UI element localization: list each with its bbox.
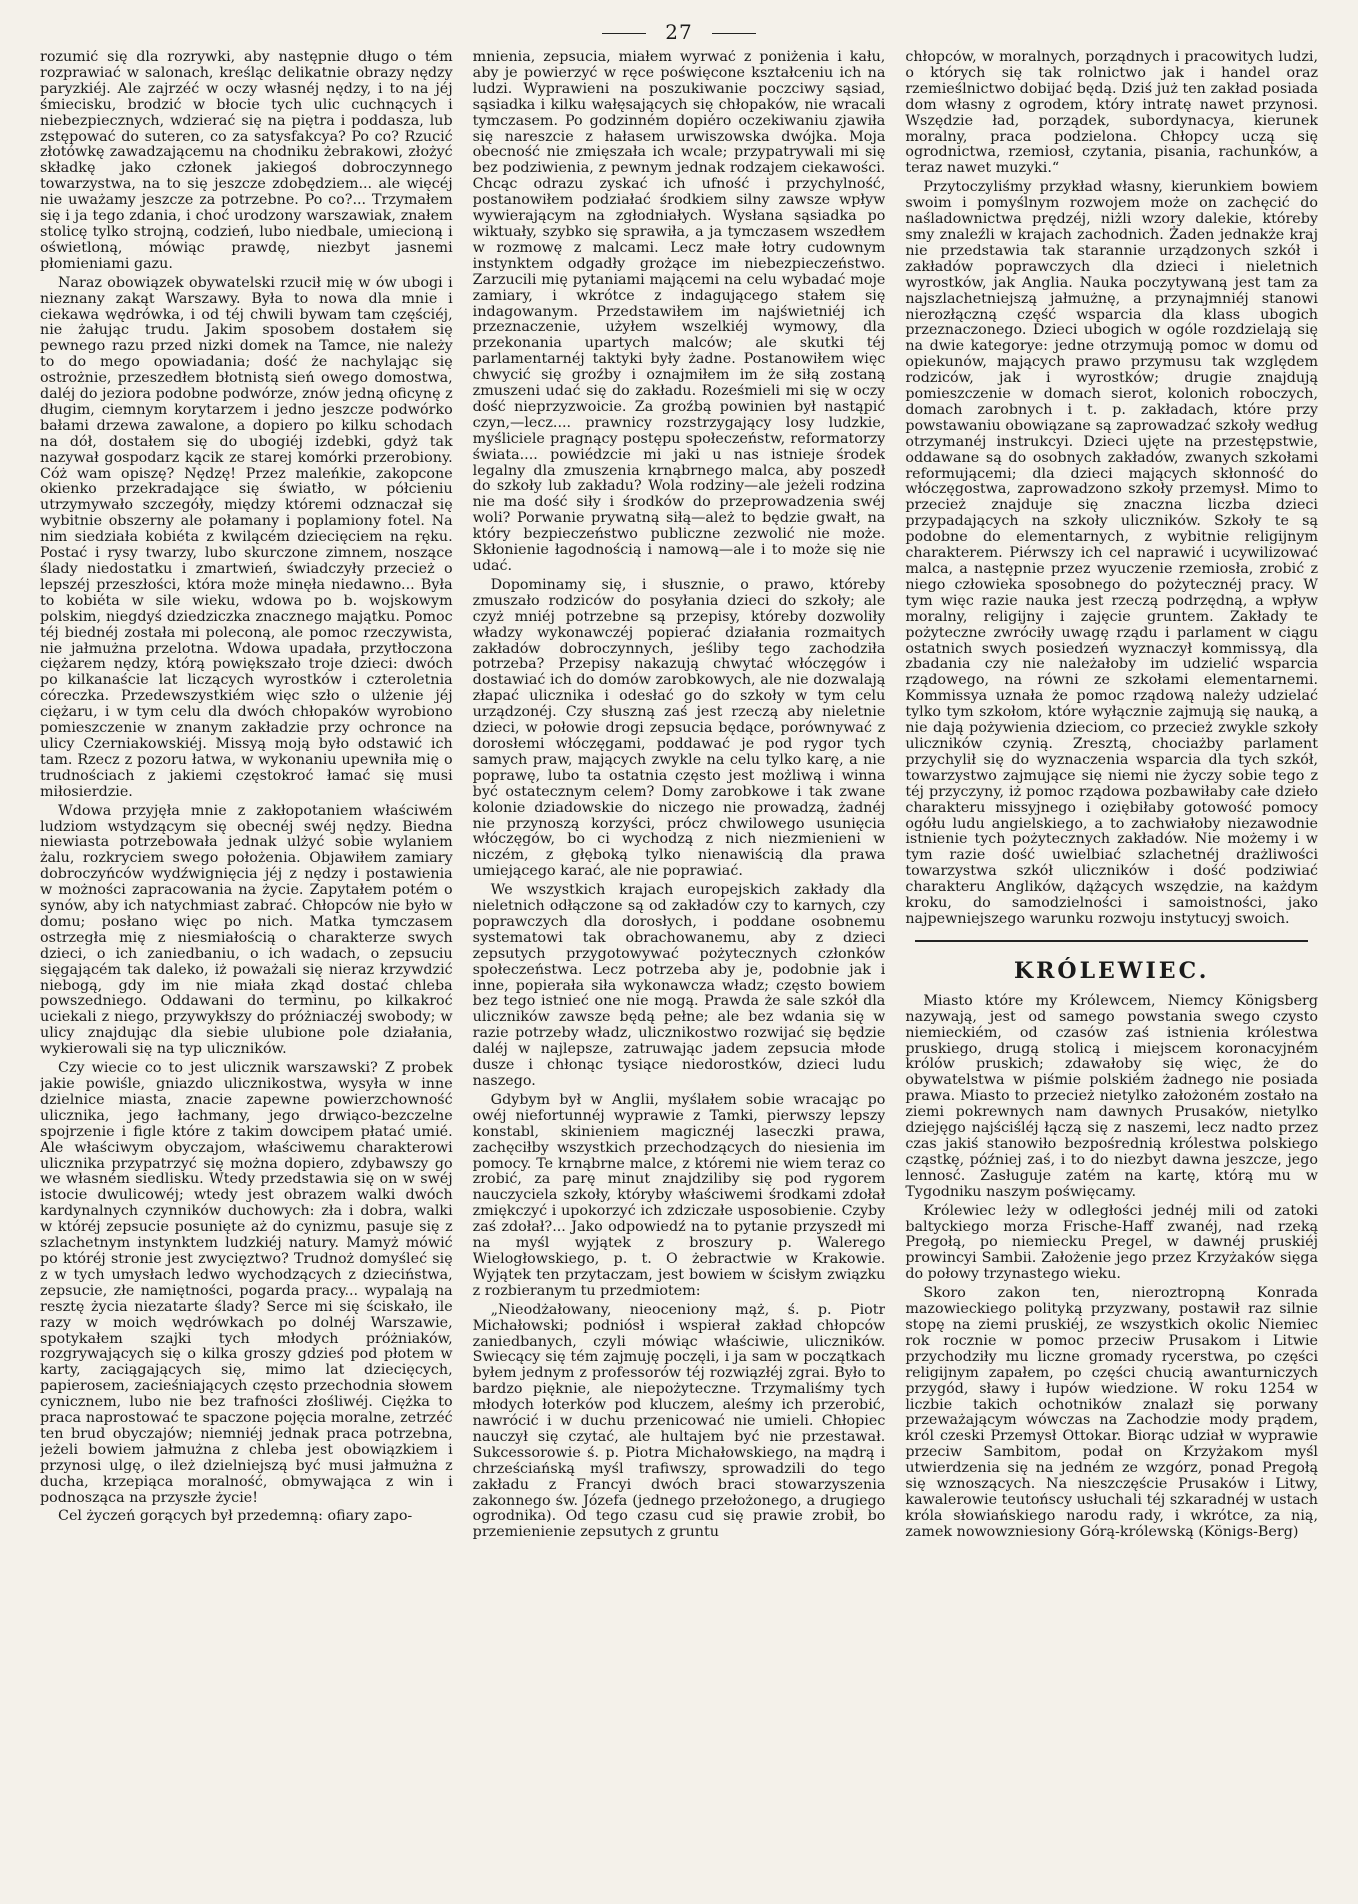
paragraph: chłopców, w moralnych, porządnych i pracowitych ludzi, o których się tak rolnictwo jak i handel oraz rzemieślnictwo dobijać będą. Dziś już ten zakład posiada dom własny z ogrodem, który intratę nawet przynosi. Wszędzie ład, porządek, subordynacya, kierunek moralny, praca podzielona. Chłopcy uczą się ogrodnictwa, rzemiosł, czytania, pisania, rachunków, a teraz nawet muzyki.“ <box>905 50 1318 177</box>
paragraph: Przytoczyliśmy przykład własny, kierunkiem bowiem swoim i pomyślnym rozwojem może on zachęcić do naśladownictwa prędzéj, niżli wzory dalekie, któreby smy znaleźli w krajach zachodnich. Żaden jednakże kraj nie przedstawia tak starannie urządzonych szkół i zakładów poprawczych dla dzieci i nieletnich wyrostków, jak Anglia. Nauka poczytywaną jest tam za najszlachetniejszą jałmużnę, a przynajmniéj stanowi nierozłączną część wsparcia dla klass ubogich przeznaczonego. Dzieci ubogich w ogóle rozdzielają się na dwie kategorye: jedne otrzymują pomoc w domu od opiekunów, mających prawo przymusu tak względem rodziców, jak i wyrostków; drugie znajdują pomieszczenie w domach sierot, kolonich roboczych, domach zarobnych i t. p. zakładach, które przy powstawaniu obowiązane są zaprowadzać szkoły według otrzymanéj instrukcyi. Dzieci ujęte na przestępstwie, oddawane są do osobnych zakładów, zwanych szkołami reformującemi; dla dzieci mających skłonność do włóczęgostwa, zaprowadzono szkoły przemysł. Mimo to przecież znajduje się znaczna liczba dzieci przypadających na szkoły uliczników. Szkoły te są podobne do elementarnych, z wybitnie religijnym charakterem. Piérwszy ich cel naprawić i ucywilizować malca, a następnie przez wyuczenie rzemiosła, zrobić z niego człowieka sposobnego do pożytecznéj pracy. W tym więc razie nauka jest rzeczą podrzędną, a wpływ moralny, religijny i zajęcie gruntem. Zakłady te pożyteczne zwróciły uwagę rządu i parlament w ciągu ostatnich swych posiedzeń wyznaczył kommissyą, dla zbadania czy nie należałoby im udzielić wsparcia rządowego, na równi ze szkołami elementarnemi. Kommissya uznała że pomoc rządową należy udzielać tylko tym szkołom, które wyłącznie zajmują się nauką, a nie dają pożywienia dzieciom, co przecież zwykle szkoły uliczników czynią. Zresztą, chociażby parlament przychylił się do wyznaczenia wsparcia dla tych szkół, towarzystwo zajmujące się niemi nie życzy sobie tego z téj przyczyny, iż pomoc rządowa pozbawiłaby całe dzieło charakteru missyjnego i oziębiłaby gotowość pomocy ogółu ludu angielskiego, a to zachwiałoby niezawodnie istnienie tych pożytecznych zakładów. Nie możemy i w tym razie dość uwielbiać szlachetnéj drażliwości towarzystwa szkół uliczników i dość podziwiać charakteru Anglików, dążących wszędzie, na każdym kroku, do samodzielności i samoistności, jako najpewniejszego warunku rozwoju instytucyj swoich. <box>905 179 1318 927</box>
column-3 <box>905 50 1318 1880</box>
page-number: 27 <box>665 20 693 44</box>
paragraph: We wszystkich krajach europejskich zakłady dla nieletnich odłączone są od zakładów czy to karnych, czy poprawczych dla dorosłych, i poddane osobnemu systematowi tak obrachowanemu, aby z dzieci zepsutych przygotowywać pożytecznych członków społeczeństwa. Lecz potrzeba aby je, podobnie jak i inne, popierała siła wykonawcza władz; często bowiem bez tego istnieć one nie mogą. Prawda że sale szkół dla uliczników zawsze będą pełne; ale bez wdania się w razie potrzeby władz, ulicznikostwo rozwijać się będzie daléj w najlepsze, zatruwając jadem zepsucia młode dusze i chłonąc tysiące niedorostków, dzieci ludu naszego. <box>472 882 886 1089</box>
page-header <box>40 14 1318 50</box>
quote-paragraph: „Nieodżałowany, nieoceniony mąż, ś. p. Piotr Michałowski; podniósł i wspierał zakład chłopców zaniedbanych, czyli mówiąc właściwie, uliczników. Swiecący się tém zajmuję poczęli, i ja sam w początkach byłem jednym z professorów téj rozwiązłéj zgrai. Było to bardzo pięknie, ale niepożyteczne. Trzymaliśmy tych młodych łoterków pod kluczem, aleśmy ich przerobić, nawrócić i w duchu przenicować nie umieli. Chłopiec nauczył się czytać, ale hultajem być nie przestawał. Sukcessorowie ś. p. Piotra Michałowskiego, na mądrą i chrześciańską myśl trafiwszy, sprowadzili do tego zakładu z Francyi dwóch braci stowarzyszenia zakonnego św. Józefa (jednego przełożonego, a drugiego ogrodnika). Od tego czasu cud się prawie zrobił, bo przemienienie zepsutych z gruntu <box>472 1301 886 1541</box>
column-2 <box>473 50 886 1880</box>
paragraph: Czy wiecie co to jest ulicznik warszawski? Z probek jakie powiśle, gniazdo ulicznikostwa, wysyła w inne dzielnice miasta, znacie zapewne powierzchowność ulicznika, jego łachmany, jego drwiąco-bezczelne spojrzenie i figle które z takim dowcipem płatać umié. Ale właściwym obyczajom, właściwemu charakterowi ulicznika przypatrzyć się można dopiero, zdybawszy go we własném siedlisku. Wtedy przedstawia się on w swéj istocie dwulicowéj; wtedy jest obrazem walki dwóch kardynalnych czynników duchowych: zła i dobra, walki w któréj zepsucie posunięte aż do cynizmu, pasuje się z szlachetnym instynktem ludzkiéj natury. Mamyż mówić po któréj stronie jest zwycięztwo? Trudnoż domyśleć się z w tych umysłach ledwo wychodzących z dzieciństwa, zepsucie, złe namiętności, pogarda pracy... wypalają na resztę życia niezatarte ślady? Serce mi się ściskało, ile razy w moich wędrówkach po dolnéj Warszawie, spotykałem szajki tych młodych próżniaków, rozgrywających się o kilka groszy gdzieś pod płotem w karty, zaciągających się, mimo lat dziecięcych, papierosem, zacieśniających często przechodnia słowem cynicznem, lubo nie bez trafności złośliwéj. Ciężka to praca naprostować te spaczone pojęcia moralne, zetrzéć ten brud obyczajów; niemniéj jednak praca potrzebna, jeżeli bowiem jałmużna z chleba jest obowiązkiem i przynosi ulgę, o ileż dzielniejszą być musi jałmużna z ducha, krzepiąca moralność, obmywająca z win i podnosząca na przyszłe życie! <box>40 1060 453 1506</box>
header-rule-right <box>712 33 756 34</box>
column-1 <box>40 50 453 1880</box>
text-columns <box>40 50 1318 1880</box>
header-rule-left <box>602 33 646 34</box>
paragraph: Gdybym był w Anglii, myślałem sobie wracając po owéj niefortunnéj wyprawie z Tamki, pierwszy lepszy konstabl, skinieniem magicznéj laseczki prawa, zachęciłby wszystkich przechodzących do niesienia im pomocy. Te krnąbrne malce, z któremi nie wiem teraz co zrobić, za parę minut znajdziliby się pod rygorem nauczyciela szkoły, któryby właściwemi środkami zdołał zmiękczyć i upokorzyć ich zdziczałe usposobienie. Czyby zaś zdołał?... Jako odpowiedź na to pytanie przyszedł mi na myśl wyjątek z broszury p. Walerego Wielogłowskiego, p. t. O żebractwie w Krakowie. Wyjątek ten przytaczam, jest bowiem w ścisłym związku z rozbieranym tu przedmiotem: <box>472 1091 886 1299</box>
paragraph: rozumić się dla rozrywki, aby następnie długo o tém rozprawiać w salonach, kreśląc delikatnie obrazy nędzy paryzkiéj. Ale zajrzéć w oczy własnéj nędzy, i to na jéj śmiecisku, brodzić w błocie tych ulic cuchnących i niebezpiecznych, wdzierać się na piętra i poddasza, lub zstępować do suteren, co za satysfakcya? Po co? Rzucić złotówkę zawadzającemu na chodniku żebrakowi, złożyć składkę jako członek jakiegoś dobroczynnego towarzystwa, na to się jeszcze zdobędziem... ale więcéj nie uważamy jeszcze za potrzebne. Po co?... Trzymałem się i ja tego zdania, i choć urodzony warszawiak, znałem stolicę tylko strojną, codzień, lubo niedbale, umiecioną i oświetloną, mówiąc prawdę, niezbyt jasnemi płomieniami gazu. <box>40 50 453 272</box>
section-title: KRÓLEWIEC. <box>1014 957 1210 984</box>
paragraph: Cel życzeń gorących był przedemną: ofiary zapo- <box>58 1508 413 1525</box>
paragraph: Naraz obowiązek obywatelski rzucił mię w ów ubogi i nieznany zakąt Warszawy. Była to nowa dla mnie i ciekawa wędrówka, i od téj chwili bywam tam częściéj, nie żałując trudu. Jakim sposobem dostałem się pewnego razu przed nizki domek na Tamce, nie należy to do mego opowiadania; dość że nachylając się ostrożnie, przeszedłem błotnistą sień owego domostwa, daléj do jeziora podobne podwórze, znów jedną oficynę z długim, ciemnym korytarzem i jedno jeszcze podwórko bałami drzewa zawalone, a dopiero po kilku schodach na dół, dostałem się do ubogiéj izdebki, gdyż tak nazywał gospodarz kącik ze starej komórki przerobiony. Cóż wam opiszę? Nędzę! Przez maleńkie, zakopcone okienko przekradające się światło, w półcieniu utrzymywało szczegóły, między któremi odznaczał się wybitnie obszerny ale połamany i poplamiony fotel. Na nim siedziała kobiéta z kwilącém dziecięciem na ręku. Postać i rysy twarzy, lubo skurczone zimnem, noszące ślady niedostatku i zmartwień, świadczyły przecież o lepszéj przeszłości, która może minęła niedawno... Była to kobiéta w sile wieku, wdowa po b. wojskowym polskim, niegdyś dziedziczka znacznego majątku. Pomoc téj biednéj została mi poleconą, ale pomoc rzeczywista, nie jałmużna przelotna. Wdowa upadała, przytłoczona ciężarem nędzy, którą powiększało troje dzieci: dwóch po kilkanaście lat liczących wyrostków i czteroletnia córeczka. Przedewszystkiém więc szło o ulżenie jéj ciężaru, i w tym celu dla dwóch chłopaków wyrobiono pomieszczenie w znanym zakładzie przy ochronce na ulicy Czerniakowskiéj. Missyą moją było odstawić ich tam. Rzecz z pozoru łatwa, w wykonaniu upewniła mię o trudnościach z jakiemi częstokroć łamać się musi miłosierdzie. <box>40 274 453 800</box>
section-divider <box>915 940 1308 942</box>
paragraph: Skoro zakon ten, nieroztropną Konrada mazowieckiego polityką przyzwany, postawił raz silnie stopę na ziemi pruskiéj, ze wszystkich okolic Niemiec rok rocznie w pomoc przeciw Prusakom i Litwie przychodziły mu liczne gromady rycerstwa, po części religijnym zapałem, po części chucią awanturniczych przygód, sławy i łupów wiedzione. W roku 1254 w liczbie takich ochotników znalazł się porwany przeważającym wówczas na Zachodzie mody prądem, król czeski Przemysł Ottokar. Biorąc udział w wyprawie przeciw Sambitom, podał on Krzyżakom myśl utwierdzenia się na jedném ze wzgórz, ponad Pregołą się wznoszących. Na nieszczęście Prusaków i Litwy, kawalerowie teutońscy usłuchali téj szkaradnéj w ustach króla słowiańskiego narodu rady, i wkrótce, za nią, zamek nowowzniesiony Górą-królewską (Königs-Berg) <box>905 1285 1318 1540</box>
paragraph: Dopominamy się, i słusznie, o prawo, któreby zmuszało rodziców do posyłania dzieci do szkoły; ale czyż mniéj potrzebne są przepisy, któreby dozwoliły władzy wykonawczéj popierać działania rozmaitych zakładów dobroczynnych, jeśliby tego zachodziła potrzeba? Przepisy nakazują chwytać włóczęgów i dostawiać ich do domów zarobkowych, ale nie dozwalają złapać ulicznika i odesłać go do szkoły w tym celu urządzonéj. Czy słuszną zaś jest rzeczą aby nieletnie dzieci, w połowie drogi zepsucia będące, porównywać z dorosłemi włóczęgami, poddawać je pod rygor tych samych praw, mających zwykle na celu tylko karę, a nie poprawę, lubo ta ostatnia często jest możliwą i winna być ostatecznym celem? Domy zarobkowe i tak zwane kolonie dziadowskie do niczego nie prowadzą, żadnéj nie przynoszą korzyści, prócz chwilowego usunięcia włóczęgów, bo ci wychodzą z nich niezmienieni w niczém, z głęboką tylko nienawiścią dla prawa umiejącego karać, ale nie poprawiać. <box>472 576 886 880</box>
paragraph: Miasto które my Królewcem, Niemcy Königsberg nazywają, jest od samego powstania swego czysto niemieckiém, od czasów zaś istnienia królestwa pruskiego, drugą stolicą i miejscem koronacyjném królów pruskich; zdawałoby się więc, że do obywatelstwa w piśmie polskiém żadnego nie posiada prawa. Miasto to przecież nietylko założoném zostało na ziemi pokrewnych nam dawnych Prusaków, nietylko dziejęgo najściśléj łączą się z naszemi, lecz nadto przez czas jakiś stanowiło bezpośrednią królestwa polskiego cząstkę, później zaś, i to do niezbyt dawna jeszcze, jego lennosć. Zasługuje zatém na kartę, którą mu w Tygodniku naszym poświęcamy. <box>905 992 1318 1200</box>
paragraph: Wdowa przyjęła mnie z zakłopotaniem właściwém ludziom wstydzącym się obecnéj swéj nędzy. Biedna niewiasta potrzebowała jednak ulżyć sobie wylaniem żalu, rozkryciem swego położenia. Objawiłem zamiary dobroczyńców wydźwignięcia jéj z nędzy i postawienia w możności zapracowania na życie. Zapytałem potém o synów, aby ich natychmiast zabrać. Chłopców nie było w domu; posłano więc po nich. Matka tymczasem ostrzegła mię z niesmiałością o charakterze swych dzieci, o ich zaniedbaniu, o ich wadach, o zepsuciu sięgającém tak daleko, iż poważali się nieraz krzywdzić niebogą, gdy im nie miała zkąd dostać chleba powszedniego. Oddawani do terminu, po kilkakroć uciekali z niego, przywykłszy do próżniaczéj swobody; w ulicy znajdując dla siebie ulubione pole działania, wykierowali się na typ uliczników. <box>40 802 453 1058</box>
paragraph: mnienia, zepsucia, miałem wyrwać z poniżenia i kału, aby je powierzyć w ręce poświęcone kształceniu ich na ludzi. Wyprawieni na poszukiwanie poczciwy sąsiad, sąsiadka i kilku wałęsających się chłopaków, nie wracali tymczasem. Po godzinném dopiéro oczekiwaniu zjawiła się nareszcie z hałasem urwiszowska dwójka. Moja obecność nie zmięszała ich wcale; przypatrywali mi się bez podziwienia, z pewnym jednak rodzajem ciekawości. Chcąc odrazu zyskać ich ufność i przychylność, postanowiłem podziałać środkiem silny zawsze wpływ wywierającym na zgłodniałych. Wysłana sąsiadka po wiktuały, szybko się sprawiła, a ja tymczasem wszedłem w rozmowę z malcami. Lecz małe łotry cudownym instynktem odgadły grożące im niebezpieczeństwo. Zarzucili mię pytaniami mającemi na celu wybadać moje zamiary, i wkrótce z indagującego stałem się indagowanym. Przedstawiłem im najświetniéj ich przeznaczenie, użyłem wszelkiéj wymowy, dla przekonania upartych malców; ale skutki téj parlamentarnéj taktyki były żadne. Postanowiłem więc chwycić się groźby i oznajmiłem im że siłą zostaną zmuszeni udać się do zakładu. Roześmieli mi się w oczy dość nieprzyzwoicie. Za groźbą powinien był nastąpić czyn,—lecz.... prawnicy rozstrzygający losy ludzkie, myśliciele pragnący postępu społeczeństw, reformatorzy świata.... powiédzcie mi jaki u nas istnieje środek legalny dla zmuszenia krnąbrnego malca, aby poszedł do szkoły lub zakładu? Wola rodziny—ale jeżeli rodzina nie ma dość siły i środków do przeprowadzenia swéj woli? Porwanie prywatną siłą—ależ to będzie gwałt, na który bezpieczeństwo publiczne zezwolić nie może. Skłonienie łagodnością i namową—ale i to może się nie udać. <box>472 50 886 574</box>
paragraph: Królewiec leży w odległości jednéj mili od zatoki baltyckiego morza Frische-Haff zwanéj, nad rzeką Pregołą, po niemiecku Pregel, w dawnéj pruskiéj prowincyi Sambii. Założenie jego przez Krzyżaków sięga do połowy trzynastego wieku. <box>905 1202 1318 1283</box>
